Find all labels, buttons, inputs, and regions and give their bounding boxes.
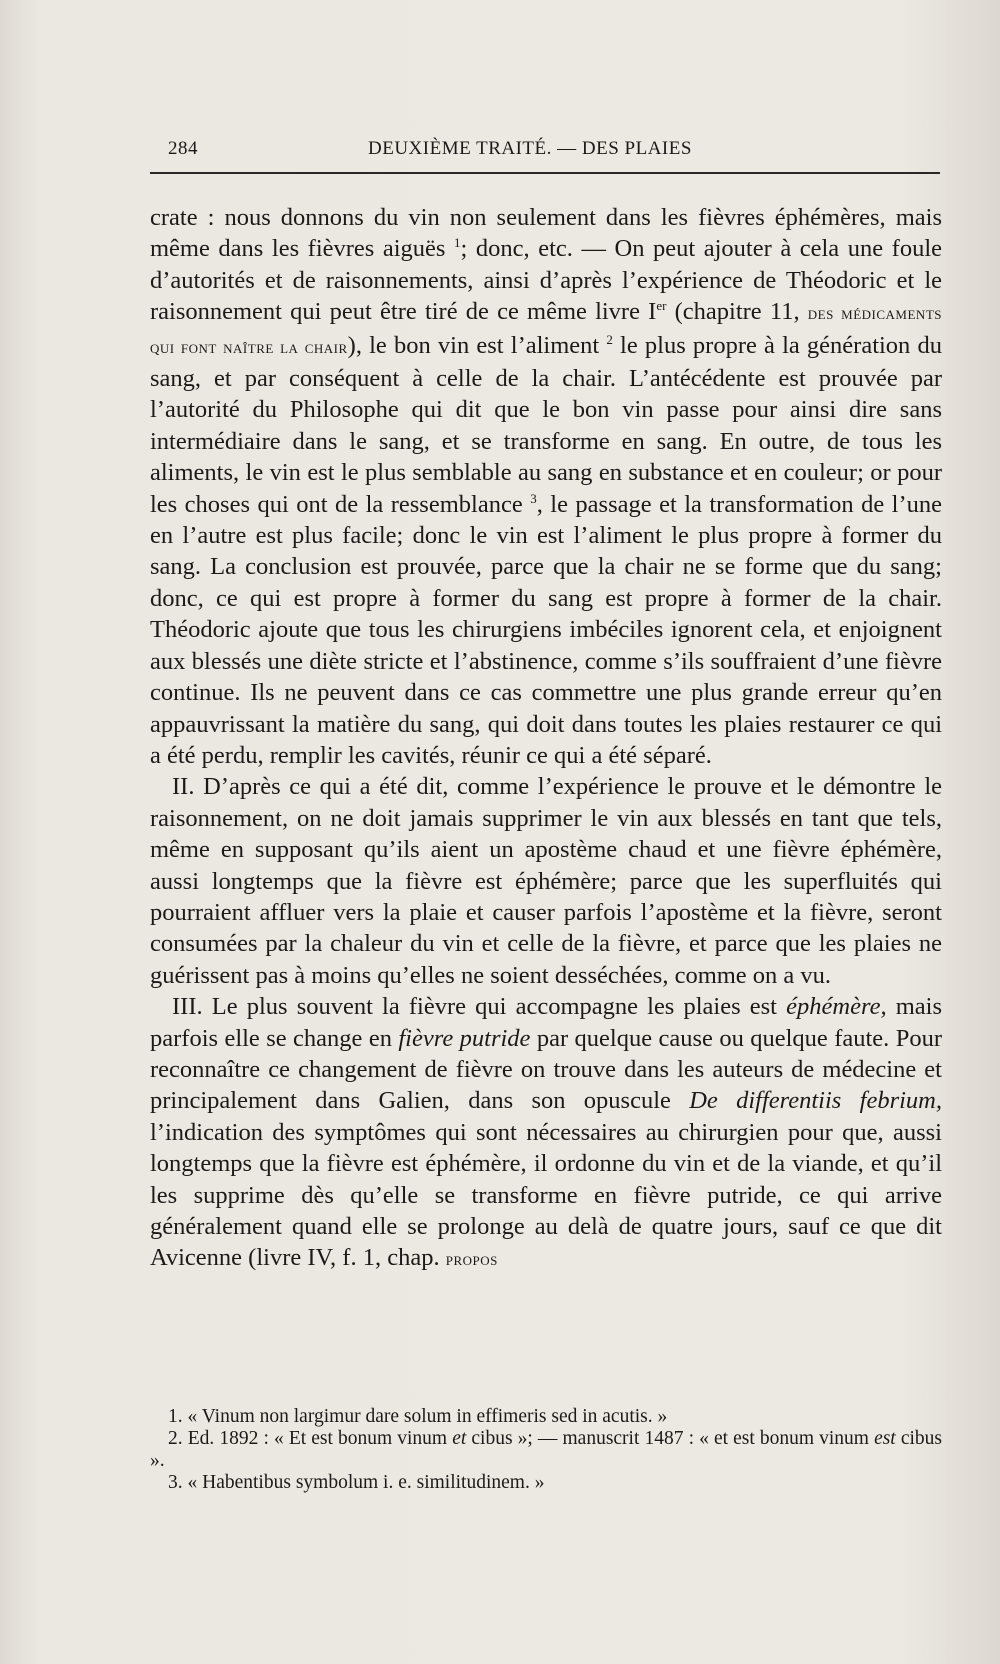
footnote-ref-3: 3 bbox=[530, 490, 537, 506]
text-run: l’indication des symptômes qui sont nécessaires au chirurgien pour que, aussi longtemps que la fièvre est éphémère, il ordonne du vin et de la viande, et qu’il les supprime dès qu’elle se transforme en fièvre putride, ce qui arrive généralement quand elle se prolonge au delà de quatre jours, sauf ce que dit Avicenne (livre IV, f. 1, chap. bbox=[150, 1118, 942, 1272]
header-rule bbox=[150, 172, 940, 174]
main-text bbox=[150, 202, 942, 1276]
footnote-text: « Habentibus symbolum i. e. similitudinem. » bbox=[187, 1472, 545, 1493]
running-title: DEUXIÈME TRAITÉ. — DES PLAIES bbox=[368, 138, 692, 159]
footnotes bbox=[150, 1406, 942, 1494]
paragraph-2: II. D’après ce qui a été dit, comme l’expérience le prouve et le démontre le raisonnement, on ne doit jamais supprimer le vin aux blessés en tant que tels, même en supposant qu’ils aient un apostème chaud et une fièvre éphémère, aussi longtemps que la fièvre est éphémère; parce que les superfluités qui pourraient affluer vers la plaie et causer parfois l’apostème et la fièvre, seront consumées par la chaleur du vin et celle de la fièvre, et parce que les plaies ne guérissent pas à moins qu’elles ne soient desséchées, comme on a vu. bbox=[150, 773, 942, 989]
text-run: mais parfois elle se change en bbox=[150, 993, 942, 1052]
text-run: par quelque cause ou quelque faute. Pour reconnaître ce changement de fièvre on trouve dans les auteurs de médecine et principalement dans Galien, dans son opuscule bbox=[150, 1024, 942, 1115]
footnote-number: 1. bbox=[168, 1406, 183, 1427]
footnote-italic: est bbox=[874, 1428, 896, 1449]
footnote-2 bbox=[150, 1428, 942, 1472]
italic-term: éphémère, bbox=[786, 993, 887, 1021]
chapter-title-smallcaps: des médicaments qui font naître la chair bbox=[150, 303, 942, 358]
text-run: ; donc, etc. — On peut ajouter à cela une foule d’autorités et de raisonnements, ainsi d’après l’expérience de Théodoric et le raisonnement qui peut être tiré de ce même livre I bbox=[150, 235, 943, 326]
text-run: III. Le plus souvent la fièvre qui accompagne les plaies est bbox=[172, 993, 787, 1021]
text-run: (chapitre 11, bbox=[666, 298, 808, 326]
footnote-italic: et bbox=[452, 1428, 467, 1449]
text-run: le plus propre à la génération du sang, et par conséquent à celle de la chair. L’antécédente est prouvée par l’autorité du Philosophe qui dit que le bon vin passe pour ainsi dire sans intermédiaire dans le sang, et se transforme en sang. En outre, de tous les aliments, le vin est le plus semblable au sang en substance et en couleur; or pour les choses qui ont de la ressemblance bbox=[150, 331, 942, 518]
paragraph-1 bbox=[150, 202, 942, 771]
paragraph-3 bbox=[150, 991, 942, 1276]
book-title: De differentiis febrium, bbox=[689, 1087, 942, 1115]
text-run: , le passage et la transformation de l’une en l’autre est plus facile; donc le vin est l’aliment le plus propre à former du sang. La conclusion est prouvée, parce que la chair ne se forme que du sang; donc, ce qui est propre à former du sang est propre à former de la chair. Théodoric ajoute que tous les chirurgiens imbéciles ignorent cela, et enjoignent aux blessés une diète stricte et l’abstinence, comme s’ils souffraient d’une fièvre continue. Ils ne peuvent dans ce cas commettre une plus grande erreur qu’en appauvrissant la matière du sang, qui doit dans toutes les plaies restaurer ce qui a été perdu, remplir les cavités, réunir ce qui a été séparé. bbox=[150, 490, 943, 769]
footnote-1 bbox=[150, 1406, 942, 1428]
italic-term: fièvre putride bbox=[398, 1024, 531, 1052]
text-run: ), le bon vin est l’aliment bbox=[347, 331, 607, 359]
footnote-ref-1: 1 bbox=[454, 235, 461, 251]
footnote-text: Ed. 1892 : « Et est bonum vinum bbox=[187, 1428, 453, 1449]
footnote-number: 3. bbox=[168, 1472, 183, 1493]
text-run: crate : nous donnons du vin non seulement dans les fièvres éphémères, mais même dans les fièvres aiguës bbox=[150, 204, 942, 263]
footnote-text: cibus ». bbox=[150, 1428, 942, 1471]
page-number: 284 bbox=[168, 138, 198, 159]
footnote-3 bbox=[150, 1472, 942, 1494]
footnote-text: « Vinum non largimur dare solum in effimeris sed in acutis. » bbox=[187, 1406, 668, 1427]
footnote-ref-2: 2 bbox=[606, 331, 613, 347]
ordinal-superscript: er bbox=[656, 298, 667, 314]
footnote-number: 2. bbox=[168, 1428, 183, 1449]
footnote-text: cibus »; — manuscrit 1487 : « et est bonum vinum bbox=[466, 1428, 875, 1449]
catchword-smallcaps: propos bbox=[445, 1249, 498, 1271]
